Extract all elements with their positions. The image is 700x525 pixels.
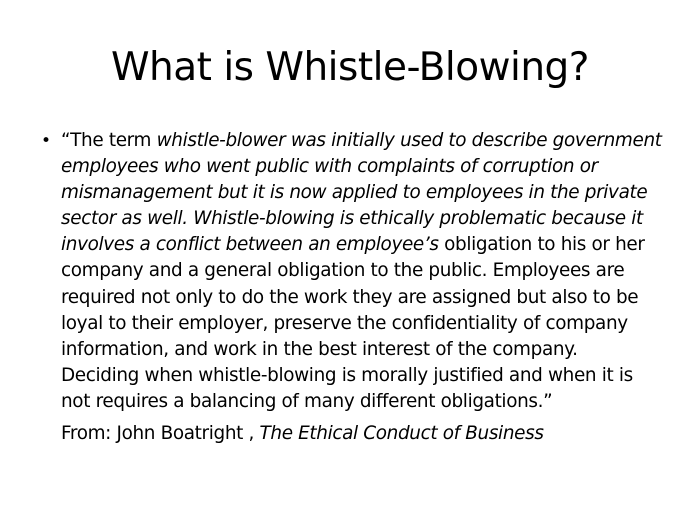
- quote-line: [61, 232, 671, 258]
- source-book-title: The Ethical Conduct of Business: [259, 423, 544, 445]
- bullet-marker: •: [41, 131, 51, 151]
- source-citation: [61, 421, 671, 447]
- quote-line: [61, 128, 671, 154]
- quote-line: sector as well. Whistle-blowing is ethically problematic because it: [61, 208, 643, 230]
- quote-text-italic: whistle-blower was initially used to describe government: [156, 130, 662, 151]
- quote-line: loyal to their employer, preserve the confidentiality of company: [61, 312, 628, 334]
- slide-body: [41, 128, 671, 447]
- quote-paragraph: [61, 128, 671, 415]
- source-prefix: From: John Boatright ,: [61, 423, 260, 445]
- quote-text-italic: involves a conflict between an employee’s: [61, 234, 439, 256]
- quote-line: required not only to do the work they are assigned but also to be: [61, 286, 639, 308]
- quote-text: obligation to his or her: [438, 234, 645, 256]
- quote-line: Deciding when whistle-blowing is morally justified and when it is: [61, 364, 633, 386]
- quote-line: company and a general obligation to the public. Employees are: [61, 260, 625, 282]
- quote-line: employees who went public with complaints of corruption or: [61, 156, 598, 178]
- quote-line: information, and work in the best interest of the company.: [61, 338, 578, 360]
- slide-title: What is Whistle-Blowing?: [110, 45, 589, 90]
- quote-line: mismanagement but it is now applied to employees in the private: [61, 182, 648, 204]
- quote-line: not requires a balancing of many different obligations.”: [61, 390, 553, 412]
- quote-text: “The term: [61, 130, 157, 151]
